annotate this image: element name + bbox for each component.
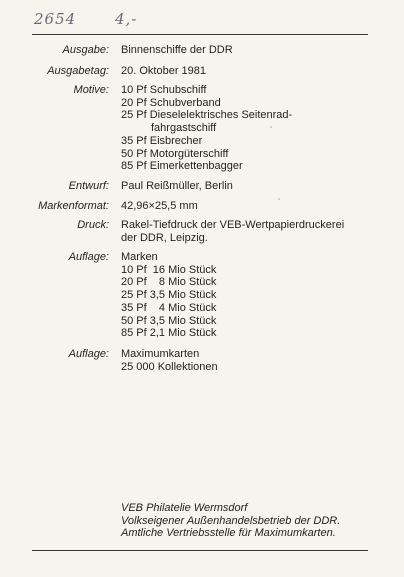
bottom-rule <box>32 550 368 551</box>
paper-speck <box>278 198 280 200</box>
top-rule <box>32 34 368 35</box>
field-label: Druck: <box>77 219 109 231</box>
field-value: 10 Pf Schubschiff 20 Pf Schubverband 25 Pf Dieselelektrisches Seitenrad- fahrgastschiff 35 Pf Eisbrecher 50 Pf Motorgüterschiff 85 Pf Eimerkettenbagger <box>121 84 293 173</box>
field-value: Rakel-Tiefdruck der VEB-Wertpapierdruckerei der DDR, Leipzig. <box>121 219 345 244</box>
field-value: Binnenschiffe der DDR <box>121 44 233 56</box>
field-value: Paul Reißmüller, Berlin <box>121 180 233 192</box>
field-value: 42,96×25,5 mm <box>121 200 198 212</box>
handwritten-number: 2654 <box>34 10 77 28</box>
field-label: Auflage: <box>68 251 109 263</box>
field-value: Marken 10 Pf 16 Mio Stück 20 Pf 8 Mio Stück 25 Pf 3,5 Mio Stück 35 Pf 4 Mio Stück 50 Pf 3,5 Mio Stück 85 Pf 2,1 Mio Stück <box>121 251 217 340</box>
field-value: 20. Oktober 1981 <box>121 65 207 77</box>
field-label: Motive: <box>73 84 109 96</box>
footer-issuer-block: VEB Philatelie Wermsdorf Volkseigener Außenhandelsbetrieb der DDR. Amtliche Vertriebsstelle für Maximumkarten. <box>121 502 341 540</box>
paper-speck <box>250 118 251 119</box>
field-label: Ausgabe: <box>62 44 109 56</box>
field-label: Ausgabetag: <box>47 65 109 77</box>
field-label: Markenformat: <box>38 200 109 212</box>
field-label: Entwurf: <box>68 180 109 192</box>
handwritten-price: 4,- <box>115 10 138 28</box>
field-value: Maximumkarten 25 000 Kollektionen <box>121 348 218 373</box>
field-label: Auflage: <box>68 348 109 360</box>
paper-speck <box>270 126 272 128</box>
